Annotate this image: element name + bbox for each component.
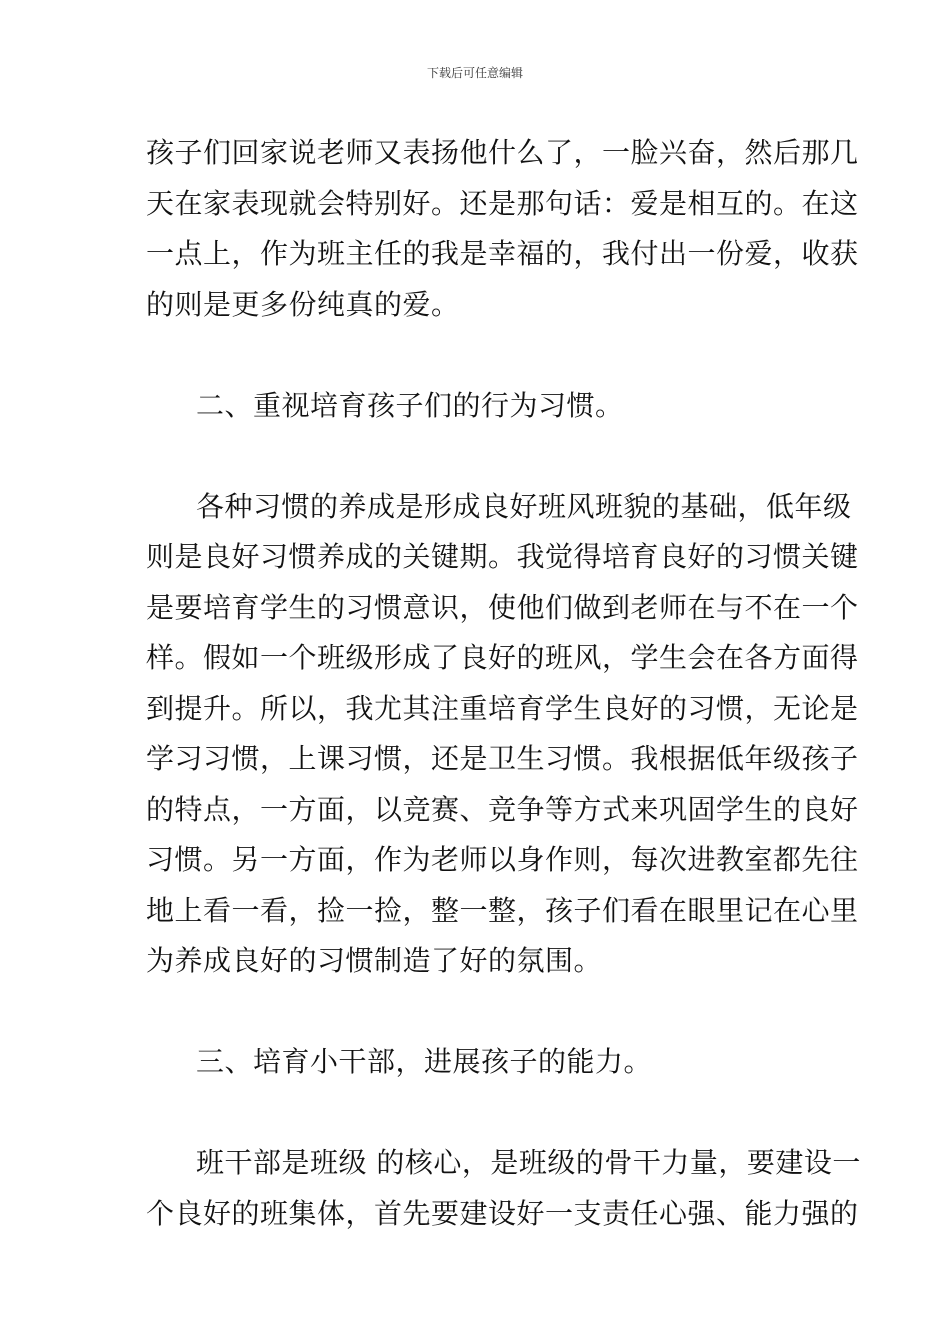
text-line: 地上看一看，捡一捡，整一整，孩子们看在眼里记在心里 xyxy=(146,893,859,927)
text-line: 学习习惯，上课习惯，还是卫生习惯。我根据低年级孩子 xyxy=(146,742,859,775)
text-line: 各种习惯的养成是形成良好班风班貌的基础，低年级 xyxy=(196,489,852,523)
text-line: 孩子们回家说老师又表扬他什么了，一脸兴奋，然后那几 xyxy=(146,136,859,169)
text-line: 则是良好习惯养成的关键期。我觉得培育良好的习惯关键 xyxy=(146,540,859,573)
paragraph-spacer xyxy=(146,431,810,482)
text-line: 是要培育学生的习惯意识，使他们做到老师在与不在一个 xyxy=(146,590,859,624)
text-line: 样。假如一个班级形成了良好的班风，学生会在各方面得 xyxy=(146,641,859,674)
document-body xyxy=(146,128,861,1239)
text-line: 习惯。另一方面，作为老师以身作则，每次进教室都先往 xyxy=(146,843,859,876)
section-heading-3: 三、培育小干部，进展孩子的能力。 xyxy=(196,1045,653,1078)
text-line: 班干部是班级 的核心，是班级的骨干力量，要建设一 xyxy=(196,1146,861,1179)
section-heading-2: 二、重视培育孩子们的行为习惯。 xyxy=(196,388,624,422)
text-line: 个良好的班集体，首先要建设好一支责任心强、能力强的 xyxy=(146,1196,859,1230)
text-line: 的则是更多份纯真的爱。 xyxy=(146,287,460,321)
text-line: 的特点，一方面，以竞赛、竞争等方式来巩固学生的良好 xyxy=(146,792,859,826)
text-line: 一点上，作为班主任的我是幸福的，我付出一份爱，收获 xyxy=(146,237,859,270)
text-line: 到提升。所以，我尤其注重培育学生良好的习惯，无论是 xyxy=(146,691,859,725)
text-line: 为养成良好的习惯制造了好的氛围。 xyxy=(146,944,603,977)
page-header: 下载后可任意编辑 xyxy=(426,66,523,80)
paragraph-2 xyxy=(146,482,859,987)
paragraph-1 xyxy=(146,128,859,330)
paragraph-spacer xyxy=(146,987,810,1038)
text-line: 天在家表现就会特别好。还是那句话：爱是相互的。在这 xyxy=(146,186,859,220)
paragraph-spacer xyxy=(146,1088,810,1139)
paragraph-spacer xyxy=(146,330,810,381)
paragraph-3 xyxy=(146,1138,861,1239)
